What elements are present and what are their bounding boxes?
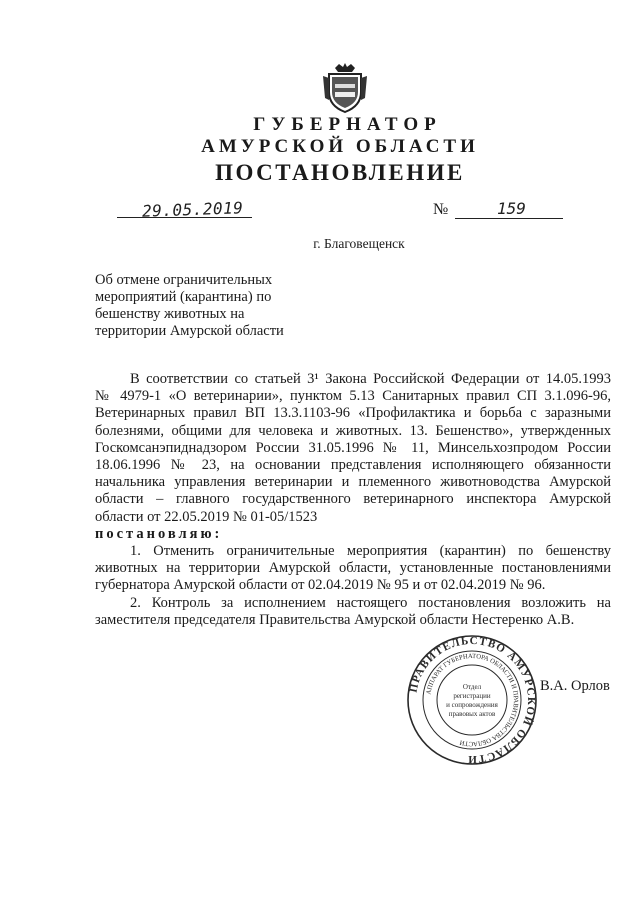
seal-inner-text: АППАРАТ ГУБЕРНАТОРА ОБЛАСТИ И ПРАВИТЕЛЬСТВА ОБЛАСТИ [425, 652, 520, 748]
preamble-line: Ветеринарных правил ВП 13.3.1103-96 «Профилактика и борьба с заразными [95, 405, 611, 422]
item-1-line: животных на территории Амурской области, установленные постановлениями [95, 560, 611, 577]
seal-center-line: Отдел [462, 683, 482, 691]
subject-line: Об отмене ограничительных [95, 272, 273, 288]
item-2-line: 2. Контроль за исполнением настоящего постановления возложить на [130, 594, 611, 611]
preamble-line: болезнями, общими для человека и животных. 13. Бешенство», утвержденных [95, 422, 611, 439]
subject-line: бешенству животных на [95, 306, 245, 322]
document-type-heading: ПОСТАНОВЛЕНИЕ [215, 160, 465, 185]
subject-block [95, 272, 284, 340]
preamble-line: области от 22.05.2019 № 01-05/1523 [95, 508, 318, 525]
item-2-line: заместителя председателя Правительства Амурской области Нестеренко А.В. [95, 611, 575, 628]
preamble-line: области – главного государственного ветеринарного инспектора Амурской [95, 491, 611, 508]
signatory-name: В.А. Орлов [540, 678, 610, 694]
coat-of-arms-icon [321, 62, 369, 114]
item-1-line: губернатора Амурской области от 02.04.2019 № 95 и от 02.04.2019 № 96. [95, 577, 546, 594]
preamble-line: В соответствии со статьей 3¹ Закона Российской Федерации от 14.05.1993 [130, 371, 611, 387]
city-line: г. Благовещенск [313, 236, 405, 251]
preamble-line: начальника управления ветеринарии и племенного животноводства Амурской [95, 474, 611, 491]
governor-heading: ГУБЕРНАТОР [253, 114, 442, 135]
item-1-line: 1. Отменить ограничительные мероприятия (карантин) по бешенству [130, 543, 611, 560]
subject-line: мероприятий (карантина) по [95, 289, 272, 305]
region-heading: АМУРСКОЙ ОБЛАСТИ [201, 136, 479, 157]
document-number: 159 [497, 199, 526, 218]
preamble-line: 18.06.1996 № 23, на основании представления исполняющего обязанности [95, 457, 611, 474]
seal-center-line: регистрации [453, 692, 491, 700]
subject-line: территории Амурской области [95, 323, 284, 339]
seal-center-line: правовых актов [448, 710, 496, 718]
seal-center-line: и сопровождения [446, 701, 498, 709]
number-underline [455, 218, 563, 219]
preamble-line: Госкомсанэпиднадзором России 31.05.1996 № 11, Минсельхозпродом России [95, 439, 611, 456]
preamble-line: № 4979-1 «О ветеринарии», пунктом 5.13 Санитарных правил СП 3.1.096-96, [95, 388, 611, 405]
official-seal [405, 633, 539, 767]
document-body [95, 371, 611, 629]
seal-outer-text: ПРАВИТЕЛЬСТВО АМУРСКОЙ ОБЛАСТИ [407, 634, 538, 766]
resolve-word: постановляю: [95, 525, 223, 542]
document-date: 29.05.2019 [141, 198, 244, 221]
number-label: № [433, 201, 449, 218]
